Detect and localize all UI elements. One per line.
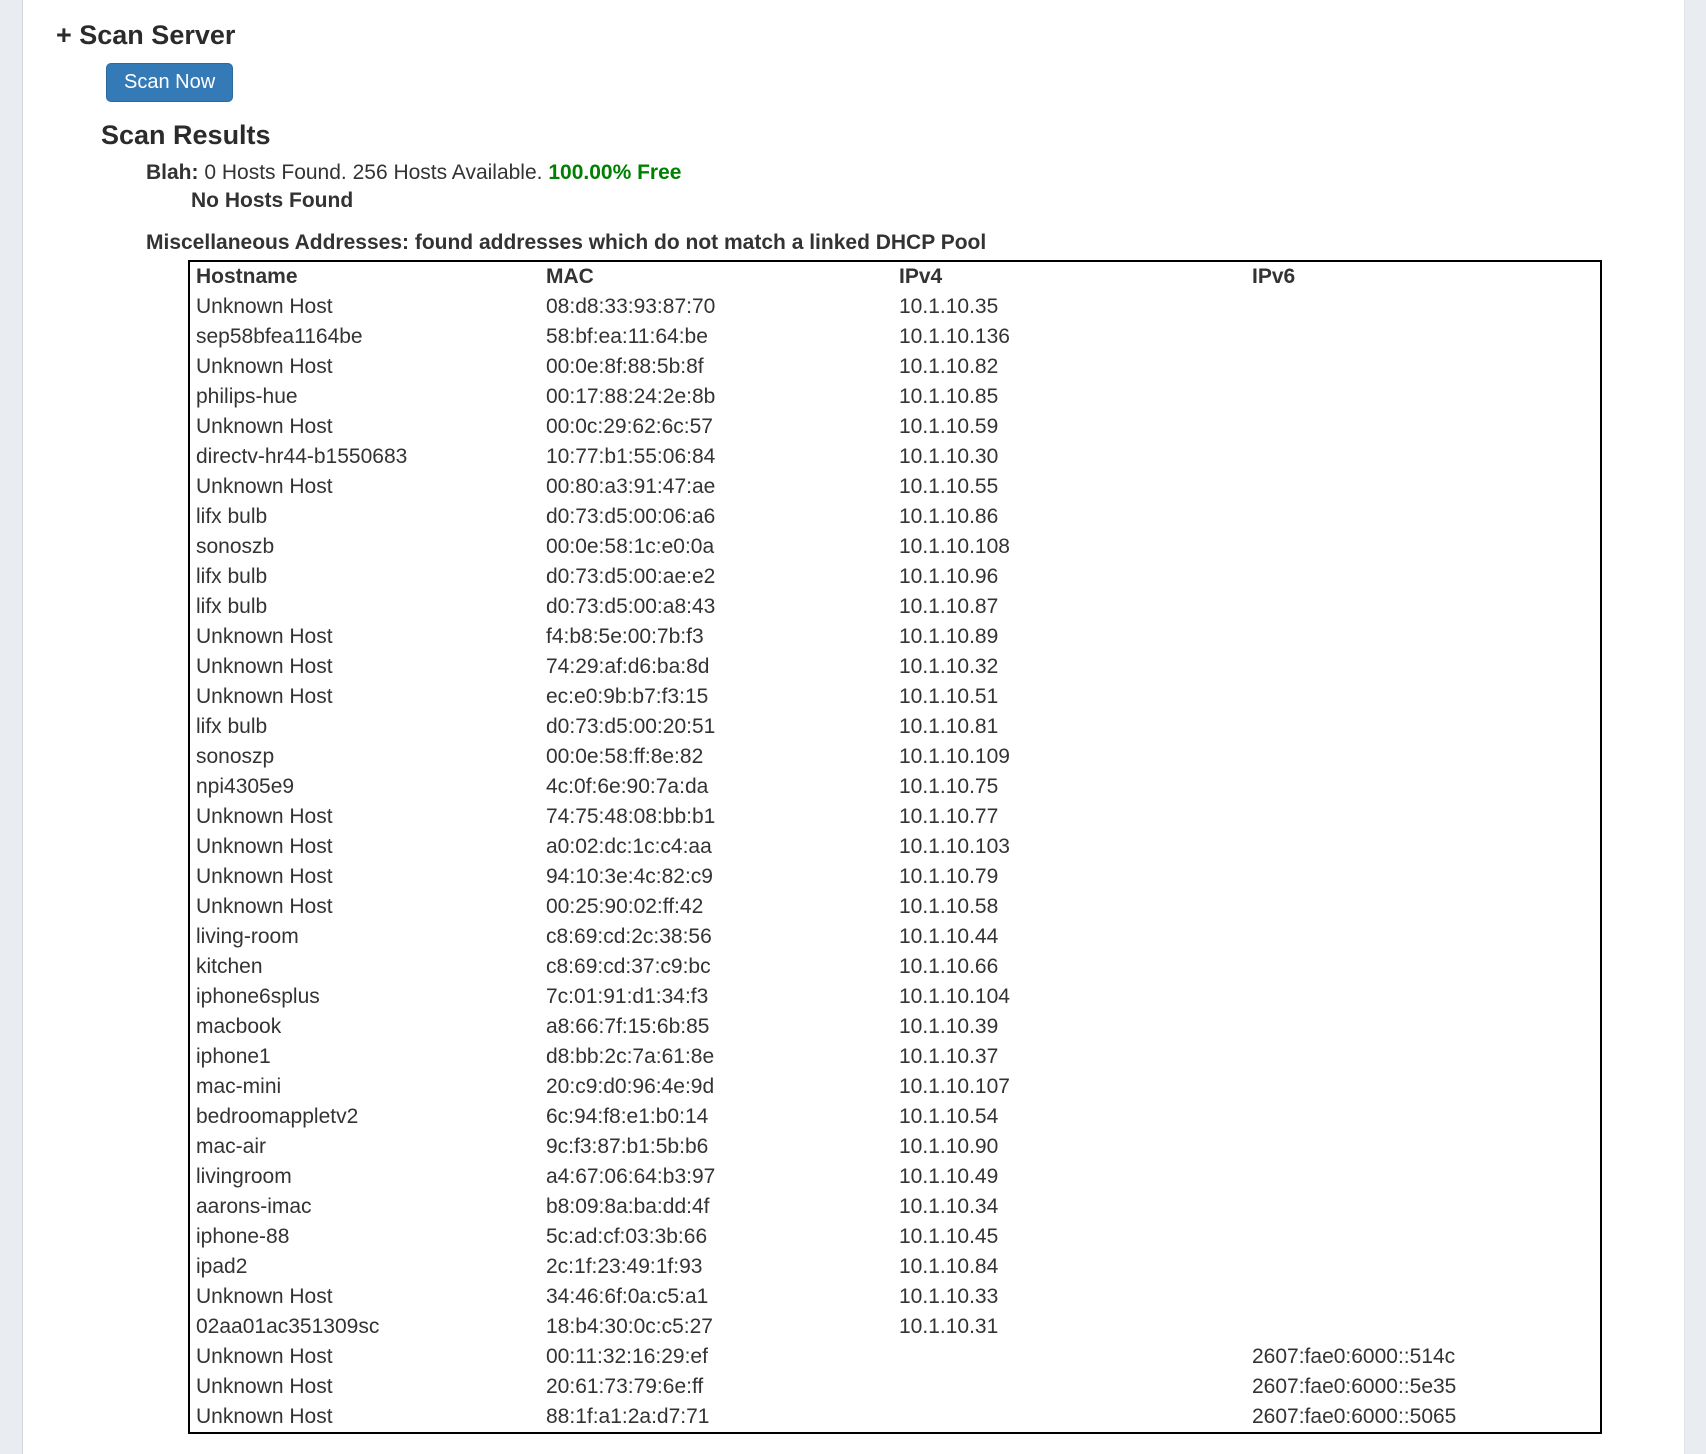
cell-ipv4: 10.1.10.77 bbox=[899, 805, 999, 828]
cell-mac: 00:0e:58:ff:8e:82 bbox=[546, 745, 704, 768]
cell-ipv6 bbox=[1248, 592, 1601, 622]
cell-mac: ec:e0:9b:b7:f3:15 bbox=[546, 685, 709, 708]
cell-ipv4: 10.1.10.58 bbox=[899, 895, 999, 918]
cell-ipv6 bbox=[1248, 562, 1601, 592]
cell-mac: 74:75:48:08:bb:b1 bbox=[546, 805, 716, 828]
scan-now-button[interactable]: Scan Now bbox=[106, 63, 233, 102]
table-row bbox=[189, 502, 1601, 532]
scan-button-row bbox=[106, 63, 1684, 102]
cell-mac: b8:09:8a:ba:dd:4f bbox=[546, 1195, 710, 1218]
cell-hostname: sonoszb bbox=[196, 535, 275, 558]
table-row bbox=[189, 802, 1601, 832]
table-row bbox=[189, 862, 1601, 892]
table-row bbox=[189, 982, 1601, 1012]
cell-ipv4: 10.1.10.44 bbox=[899, 925, 999, 948]
cell-ipv6: 2607:fae0:6000::5065 bbox=[1252, 1405, 1457, 1428]
cell-ipv6 bbox=[1248, 382, 1601, 412]
cell-ipv4 bbox=[895, 1372, 1248, 1402]
cell-mac: 88:1f:a1:2a:d7:71 bbox=[546, 1405, 710, 1428]
cell-mac: a8:66:7f:15:6b:85 bbox=[546, 1015, 710, 1038]
cell-ipv6 bbox=[1248, 652, 1601, 682]
cell-ipv4: 10.1.10.51 bbox=[899, 685, 999, 708]
cell-hostname: Unknown Host bbox=[196, 1375, 333, 1398]
table-row bbox=[189, 1102, 1601, 1132]
cell-hostname: Unknown Host bbox=[196, 415, 333, 438]
cell-hostname: bedroomappletv2 bbox=[196, 1105, 359, 1128]
cell-hostname: lifx bulb bbox=[196, 565, 268, 588]
cell-mac: c8:69:cd:2c:38:56 bbox=[546, 925, 712, 948]
cell-mac: a4:67:06:64:b3:97 bbox=[546, 1165, 716, 1188]
cell-mac: d0:73:d5:00:ae:e2 bbox=[546, 565, 716, 588]
table-row bbox=[189, 1312, 1601, 1342]
table-row bbox=[189, 1192, 1601, 1222]
cell-hostname: Unknown Host bbox=[196, 625, 333, 648]
content-area bbox=[22, 0, 1685, 1454]
cell-hostname: Unknown Host bbox=[196, 1285, 333, 1308]
table-row bbox=[189, 412, 1601, 442]
cell-hostname: Unknown Host bbox=[196, 475, 333, 498]
table-row bbox=[189, 712, 1601, 742]
cell-hostname: Unknown Host bbox=[196, 835, 333, 858]
no-hosts-found-text: No Hosts Found bbox=[191, 189, 354, 212]
table-row bbox=[189, 922, 1601, 952]
cell-hostname: Unknown Host bbox=[196, 895, 333, 918]
cell-ipv4: 10.1.10.109 bbox=[899, 745, 1010, 768]
cell-ipv4: 10.1.10.34 bbox=[899, 1195, 999, 1218]
cell-ipv6 bbox=[1248, 472, 1601, 502]
table-row bbox=[189, 772, 1601, 802]
cell-ipv4: 10.1.10.31 bbox=[899, 1315, 999, 1338]
table-row bbox=[189, 1042, 1601, 1072]
scan-summary bbox=[146, 159, 1684, 187]
cell-ipv6 bbox=[1248, 292, 1601, 322]
cell-hostname: Unknown Host bbox=[196, 865, 333, 888]
scan-results-table bbox=[188, 260, 1602, 1434]
cell-hostname: lifx bulb bbox=[196, 595, 268, 618]
cell-mac: d0:73:d5:00:a8:43 bbox=[546, 595, 716, 618]
cell-mac: 34:46:6f:0a:c5:a1 bbox=[546, 1285, 709, 1308]
cell-mac: d0:73:d5:00:06:a6 bbox=[546, 505, 716, 528]
cell-ipv6 bbox=[1248, 322, 1601, 352]
cell-ipv4: 10.1.10.49 bbox=[899, 1165, 999, 1188]
cell-ipv6 bbox=[1248, 1042, 1601, 1072]
cell-hostname: Unknown Host bbox=[196, 355, 333, 378]
cell-hostname: sonoszp bbox=[196, 745, 275, 768]
cell-mac: 08:d8:33:93:87:70 bbox=[546, 295, 716, 318]
cell-hostname: iphone1 bbox=[196, 1045, 271, 1068]
table-row bbox=[189, 1222, 1601, 1252]
cell-ipv4: 10.1.10.37 bbox=[899, 1045, 999, 1068]
cell-ipv6 bbox=[1248, 982, 1601, 1012]
cell-ipv6 bbox=[1248, 622, 1601, 652]
cell-ipv6 bbox=[1248, 1072, 1601, 1102]
cell-ipv6 bbox=[1248, 1012, 1601, 1042]
cell-ipv4: 10.1.10.32 bbox=[899, 655, 999, 678]
cell-ipv6 bbox=[1248, 1192, 1601, 1222]
cell-mac: c8:69:cd:37:c9:bc bbox=[546, 955, 711, 978]
table-row bbox=[189, 352, 1601, 382]
cell-ipv6 bbox=[1248, 832, 1601, 862]
table-row bbox=[189, 1282, 1601, 1312]
summary-label: Blah: bbox=[146, 161, 199, 184]
cell-ipv6 bbox=[1248, 1162, 1601, 1192]
table-row bbox=[189, 952, 1601, 982]
cell-mac: 00:0c:29:62:6c:57 bbox=[546, 415, 713, 438]
table-row bbox=[189, 1012, 1601, 1042]
table-row bbox=[189, 562, 1601, 592]
cell-ipv4: 10.1.10.33 bbox=[899, 1285, 999, 1308]
cell-hostname: aarons-imac bbox=[196, 1195, 312, 1218]
table-row bbox=[189, 832, 1601, 862]
cell-mac: a0:02:dc:1c:c4:aa bbox=[546, 835, 712, 858]
summary-free-percent: 100.00% Free bbox=[548, 161, 682, 184]
column-header-hostname: Hostname bbox=[196, 265, 298, 288]
cell-ipv4: 10.1.10.89 bbox=[899, 625, 999, 648]
cell-hostname: 02aa01ac351309sc bbox=[196, 1315, 380, 1338]
column-header-ipv6: IPv6 bbox=[1252, 265, 1296, 288]
table-row bbox=[189, 652, 1601, 682]
table-row bbox=[189, 382, 1601, 412]
cell-ipv4: 10.1.10.54 bbox=[899, 1105, 999, 1128]
column-header-ipv4: IPv4 bbox=[899, 265, 943, 288]
cell-ipv4: 10.1.10.79 bbox=[899, 865, 999, 888]
cell-mac: 20:c9:d0:96:4e:9d bbox=[546, 1075, 715, 1098]
cell-ipv6 bbox=[1248, 682, 1601, 712]
cell-ipv4: 10.1.10.85 bbox=[899, 385, 999, 408]
cell-mac: 00:25:90:02:ff:42 bbox=[546, 895, 704, 918]
cell-ipv6: 2607:fae0:6000::514c bbox=[1252, 1345, 1456, 1368]
cell-hostname: sep58bfea1164be bbox=[196, 325, 363, 348]
cell-ipv6 bbox=[1248, 1252, 1601, 1282]
summary-text: 0 Hosts Found. 256 Hosts Available. bbox=[204, 161, 543, 184]
cell-mac: 58:bf:ea:11:64:be bbox=[546, 325, 708, 348]
cell-mac: 00:0e:58:1c:e0:0a bbox=[546, 535, 715, 558]
cell-ipv4: 10.1.10.84 bbox=[899, 1255, 999, 1278]
table-row bbox=[189, 622, 1601, 652]
cell-ipv4: 10.1.10.87 bbox=[899, 595, 999, 618]
cell-ipv6 bbox=[1248, 1102, 1601, 1132]
cell-ipv6 bbox=[1248, 532, 1601, 562]
cell-hostname: lifx bulb bbox=[196, 505, 268, 528]
cell-hostname: Unknown Host bbox=[196, 805, 333, 828]
cell-ipv4: 10.1.10.86 bbox=[899, 505, 999, 528]
cell-ipv6 bbox=[1248, 802, 1601, 832]
cell-ipv4: 10.1.10.66 bbox=[899, 955, 999, 978]
table-row bbox=[189, 1342, 1601, 1372]
cell-ipv6 bbox=[1248, 862, 1601, 892]
cell-hostname: lifx bulb bbox=[196, 715, 268, 738]
cell-hostname: Unknown Host bbox=[196, 1345, 333, 1368]
cell-ipv6 bbox=[1248, 892, 1601, 922]
cell-ipv6 bbox=[1248, 412, 1601, 442]
scan-server-section-title[interactable]: + Scan Server bbox=[56, 20, 236, 50]
cell-hostname: iphone6splus bbox=[196, 985, 320, 1008]
scan-results-heading: Scan Results bbox=[101, 120, 271, 150]
cell-ipv4: 10.1.10.107 bbox=[899, 1075, 1010, 1098]
cell-ipv6 bbox=[1248, 352, 1601, 382]
cell-ipv4: 10.1.10.108 bbox=[899, 535, 1010, 558]
table-row bbox=[189, 322, 1601, 352]
cell-ipv4: 10.1.10.55 bbox=[899, 475, 999, 498]
cell-ipv6 bbox=[1248, 922, 1601, 952]
cell-mac: 7c:01:91:d1:34:f3 bbox=[546, 985, 709, 1008]
cell-hostname: iphone-88 bbox=[196, 1225, 290, 1248]
cell-mac: 00:11:32:16:29:ef bbox=[546, 1345, 708, 1368]
cell-mac: d8:bb:2c:7a:61:8e bbox=[546, 1045, 715, 1068]
cell-mac: 74:29:af:d6:ba:8d bbox=[546, 655, 710, 678]
cell-ipv6 bbox=[1248, 502, 1601, 532]
cell-hostname: Unknown Host bbox=[196, 655, 333, 678]
cell-hostname: mac-air bbox=[196, 1135, 267, 1158]
cell-mac: d0:73:d5:00:20:51 bbox=[546, 715, 716, 738]
misc-addresses-heading: Miscellaneous Addresses: found addresses which do not match a linked DHCP Pool bbox=[146, 231, 987, 254]
table-row bbox=[189, 1402, 1601, 1433]
table-row bbox=[189, 1162, 1601, 1192]
cell-ipv4: 10.1.10.81 bbox=[899, 715, 999, 738]
table-row bbox=[189, 592, 1601, 622]
cell-mac: 94:10:3e:4c:82:c9 bbox=[546, 865, 713, 888]
cell-mac: 00:80:a3:91:47:ae bbox=[546, 475, 716, 498]
cell-hostname: ipad2 bbox=[196, 1255, 248, 1278]
cell-ipv6: 2607:fae0:6000::5e35 bbox=[1252, 1375, 1457, 1398]
cell-ipv4 bbox=[895, 1342, 1248, 1372]
cell-ipv4: 10.1.10.90 bbox=[899, 1135, 999, 1158]
table-row bbox=[189, 742, 1601, 772]
cell-mac: 18:b4:30:0c:c5:27 bbox=[546, 1315, 713, 1338]
cell-hostname: philips-hue bbox=[196, 385, 298, 408]
cell-ipv6 bbox=[1248, 442, 1601, 472]
cell-hostname: kitchen bbox=[196, 955, 263, 978]
cell-ipv6 bbox=[1248, 712, 1601, 742]
cell-mac: 5c:ad:cf:03:3b:66 bbox=[546, 1225, 708, 1248]
cell-mac: f4:b8:5e:00:7b:f3 bbox=[546, 625, 704, 648]
table-row bbox=[189, 1072, 1601, 1102]
cell-ipv6 bbox=[1248, 952, 1601, 982]
cell-hostname: directv-hr44-b1550683 bbox=[196, 445, 408, 468]
cell-ipv4: 10.1.10.35 bbox=[899, 295, 999, 318]
cell-hostname: Unknown Host bbox=[196, 1405, 333, 1428]
cell-ipv4: 10.1.10.104 bbox=[899, 985, 1010, 1008]
cell-ipv4: 10.1.10.82 bbox=[899, 355, 999, 378]
table-header-row bbox=[189, 261, 1601, 292]
cell-ipv4: 10.1.10.75 bbox=[899, 775, 999, 798]
cell-hostname: mac-mini bbox=[196, 1075, 282, 1098]
cell-mac: 00:0e:8f:88:5b:8f bbox=[546, 355, 704, 378]
cell-ipv6 bbox=[1248, 1282, 1601, 1312]
cell-ipv6 bbox=[1248, 1312, 1601, 1342]
table-row bbox=[189, 532, 1601, 562]
table-row bbox=[189, 292, 1601, 322]
cell-mac: 00:17:88:24:2e:8b bbox=[546, 385, 716, 408]
cell-mac: 20:61:73:79:6e:ff bbox=[546, 1375, 704, 1398]
cell-mac: 10:77:b1:55:06:84 bbox=[546, 445, 716, 468]
cell-ipv6 bbox=[1248, 1132, 1601, 1162]
cell-mac: 2c:1f:23:49:1f:93 bbox=[546, 1255, 703, 1278]
table-row bbox=[189, 892, 1601, 922]
cell-ipv6 bbox=[1248, 742, 1601, 772]
cell-ipv4: 10.1.10.96 bbox=[899, 565, 999, 588]
table-row bbox=[189, 442, 1601, 472]
table-row bbox=[189, 472, 1601, 502]
cell-ipv6 bbox=[1248, 1222, 1601, 1252]
cell-ipv4: 10.1.10.45 bbox=[899, 1225, 999, 1248]
cell-ipv4: 10.1.10.39 bbox=[899, 1015, 999, 1038]
cell-hostname: living-room bbox=[196, 925, 299, 948]
cell-ipv4 bbox=[895, 1402, 1248, 1433]
cell-ipv4: 10.1.10.30 bbox=[899, 445, 999, 468]
cell-ipv6 bbox=[1248, 772, 1601, 802]
table-row bbox=[189, 682, 1601, 712]
cell-hostname: livingroom bbox=[196, 1165, 292, 1188]
table-row bbox=[189, 1132, 1601, 1162]
cell-ipv4: 10.1.10.103 bbox=[899, 835, 1010, 858]
cell-hostname: Unknown Host bbox=[196, 295, 333, 318]
table-row bbox=[189, 1252, 1601, 1282]
cell-mac: 6c:94:f8:e1:b0:14 bbox=[546, 1105, 709, 1128]
cell-mac: 4c:0f:6e:90:7a:da bbox=[546, 775, 709, 798]
cell-mac: 9c:f3:87:b1:5b:b6 bbox=[546, 1135, 709, 1158]
cell-hostname: macbook bbox=[196, 1015, 282, 1038]
column-header-mac: MAC bbox=[546, 265, 594, 288]
table-row bbox=[189, 1372, 1601, 1402]
cell-ipv4: 10.1.10.59 bbox=[899, 415, 999, 438]
cell-hostname: Unknown Host bbox=[196, 685, 333, 708]
cell-hostname: npi4305e9 bbox=[196, 775, 295, 798]
cell-ipv4: 10.1.10.136 bbox=[899, 325, 1010, 348]
